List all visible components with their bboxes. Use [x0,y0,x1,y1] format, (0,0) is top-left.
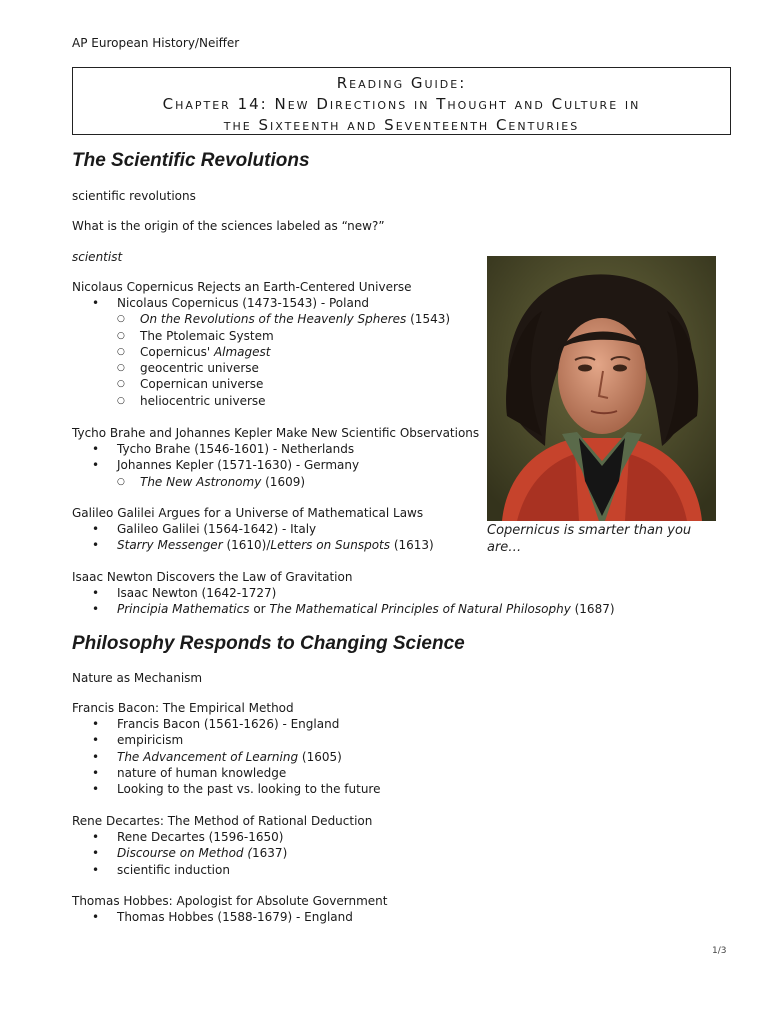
title-line-2: Chapter 14: New Directions in Thought and Culture in [162,95,641,113]
book-title: Letters on Sunspots [270,538,391,553]
book-year: (1609) [261,474,306,489]
book-title: The Mathematical Principles of Natural Philosophy [269,602,571,617]
list-item: ○ Copernican universe [72,376,450,392]
list-item [72,537,434,553]
portrait-caption: Copernicus is smarter than you are… [487,523,692,555]
question-origin-sciences: What is the origin of the sciences labeled as “new?” [72,219,385,233]
list-item: • Isaac Newton (1642-1727) [72,585,615,601]
subheading-descartes: Rene Decartes: The Method of Rational Deduction [72,814,373,828]
list-item: • Francis Bacon (1561-1626) - England [72,716,380,732]
list-item: ○ The Ptolemaic System [72,328,450,344]
book-year: (1613) [390,538,434,553]
galileo-list [72,521,434,554]
page-number: 1/3 [712,946,727,956]
subheading-hobbes: Thomas Hobbes: Apologist for Absolute Government [72,894,388,908]
item-prefix: Copernicus' [140,344,214,359]
book-year: (1687) [570,602,615,617]
brahe-kepler-list [72,441,359,490]
list-item: • Galileo Galilei (1564-1642) - Italy [72,521,434,537]
section-heading-scientific-revolutions: The Scientific Revolutions [72,150,310,171]
title-line-1: Reading Guide: [336,74,467,92]
book-title: Starry Messenger [117,538,223,553]
list-item: • nature of human knowledge [72,765,380,781]
list-item [72,601,615,617]
list-item: • Looking to the past vs. looking to the future [72,781,380,797]
list-item [72,344,450,360]
list-item: ○ geocentric universe [72,360,450,376]
list-item [72,311,450,327]
subheading-brahe-kepler: Tycho Brahe and Johannes Kepler Make New Scientific Observations [72,426,480,440]
book-title: On the Revolutions of the Heavenly Spheres [140,312,407,327]
term-scientific-revolutions: scientific revolutions [72,189,196,203]
subheading-copernicus: Nicolaus Copernicus Rejects an Earth-Centered Universe [72,280,412,294]
copernicus-portrait [487,256,716,521]
newton-list [72,585,615,618]
book-title: The New Astronomy [140,474,262,489]
list-item: • Johannes Kepler (1571-1630) - Germany [72,457,359,473]
course-header: AP European History/Neiffer [72,36,240,50]
book-year: (1605) [298,749,342,764]
book-year: (1610)/ [222,538,271,553]
section-heading-philosophy: Philosophy Responds to Changing Science [72,633,465,654]
conjunction: or [249,602,270,617]
list-item: • Nicolaus Copernicus (1473-1543) - Poland [72,295,450,311]
list-item [72,845,287,861]
book-title: Principia Mathematics [117,602,250,617]
book-title: Almagest [213,344,271,359]
list-item: • Rene Decartes (1596-1650) [72,829,287,845]
book-title: The Advancement of Learning [117,749,299,764]
descartes-list [72,829,287,878]
title-line-3: the Sixteenth and Seventeenth Centuries [223,116,580,134]
list-item [72,749,380,765]
term-nature-mechanism: Nature as Mechanism [72,671,203,685]
copernicus-list [72,295,450,409]
list-item: • Tycho Brahe (1546-1601) - Netherlands [72,441,359,457]
book-year: (1543) [406,312,451,327]
title-box [72,67,731,135]
bacon-list [72,716,380,797]
hobbes-list [72,909,353,925]
list-item [72,474,359,490]
term-scientist: scientist [72,250,123,264]
list-item: • Thomas Hobbes (1588-1679) - England [72,909,353,925]
subheading-galileo: Galileo Galilei Argues for a Universe of Mathematical Laws [72,506,424,520]
book-year: 1637) [252,846,288,861]
subheading-bacon: Francis Bacon: The Empirical Method [72,701,294,715]
subheading-newton: Isaac Newton Discovers the Law of Gravitation [72,570,353,584]
book-title: Discourse on Method ( [117,846,253,861]
list-item: • empiricism [72,732,380,748]
list-item: ○ heliocentric universe [72,393,450,409]
list-item: • scientific induction [72,862,287,878]
